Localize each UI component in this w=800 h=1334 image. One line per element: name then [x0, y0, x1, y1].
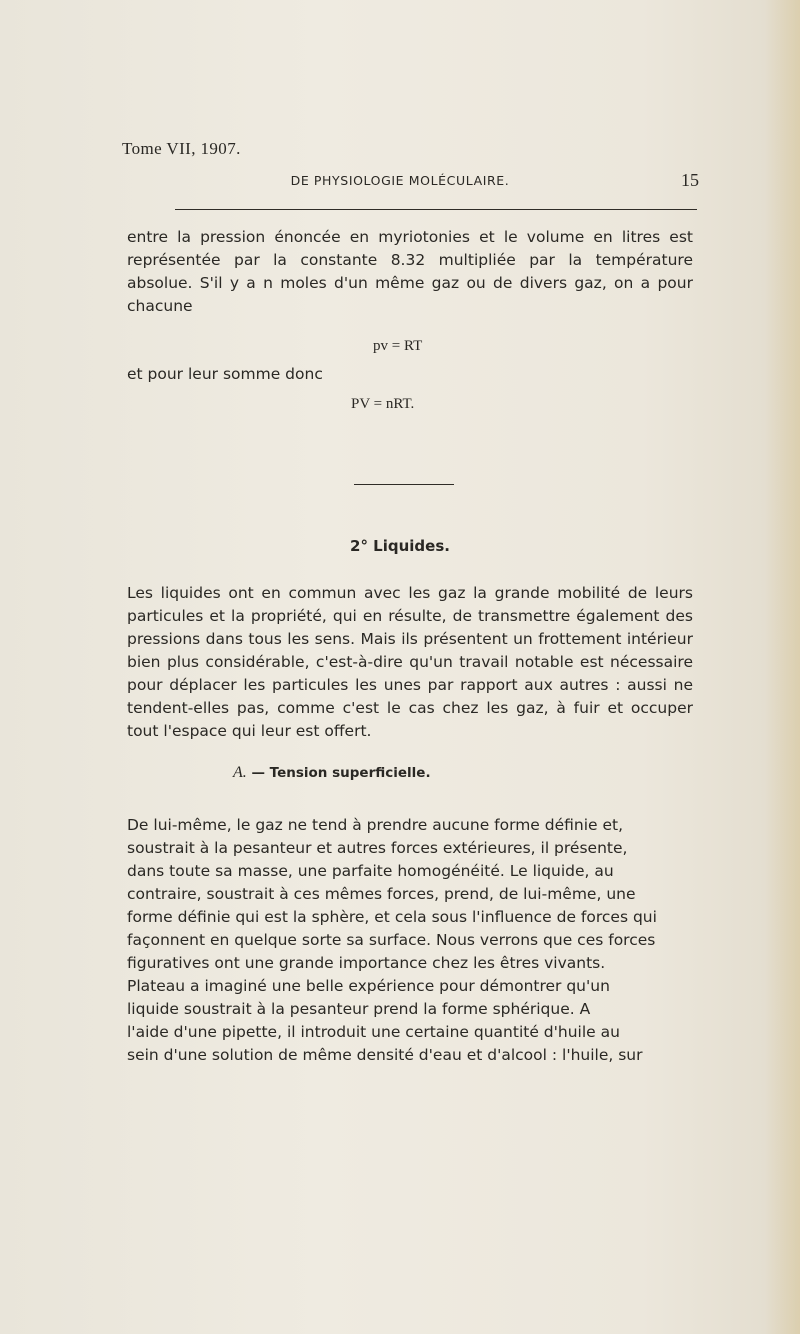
connector-text: et pour leur somme donc [127, 365, 323, 383]
text-line: De lui-même, le gaz ne tend à prendre aucune forme définie et, [127, 816, 624, 834]
subsection-heading [233, 764, 431, 782]
section-divider [354, 484, 454, 485]
running-head: DE PHYSIOLOGIE MOLÉCULAIRE. [290, 173, 510, 188]
equation-pv-rt: pv = RT [373, 338, 423, 354]
text-line: façonnent en quelque sorte sa surface. Nous verrons que ces forces [127, 931, 656, 949]
text-line: liquide soustrait à la pesanteur prend la forme sphérique. A [127, 1000, 591, 1018]
paragraph-2: Les liquides ont en commun avec les gaz la grande mobilité de leurs particules et la propriété, qui en résulte, de transmettre également des pressions dans tous les sens. Mais ils présentent un frottement intérieur bien plus considérable, c'est-à-dire qu'un travail notable est nécessaire pour déplacer les particules les unes par rapport aux autres : aussi ne tendent-elles pas, comme c'est le cas chez les gaz, à fuir et occuper tout l'espace qui leur est offert. [127, 584, 693, 740]
page-number: 15 [681, 170, 699, 190]
text-line: Plateau a imaginé une belle expérience pour démontrer qu'un [127, 977, 610, 995]
text-line: l'aide d'une pipette, il introduit une certaine quantité d'huile au [127, 1023, 620, 1041]
text-line: soustrait à la pesanteur et autres forces extérieures, il présente, [127, 839, 628, 857]
paper-edge-stain [764, 0, 800, 1334]
subsection-letter: A. [233, 764, 247, 781]
header-rule [175, 209, 697, 210]
section-title: 2° Liquides. [350, 537, 450, 555]
volume-note: Tome VII, 1907. [122, 139, 241, 158]
paragraph-1: entre la pression énoncée en myriotonies et le volume en litres est représentée par la constante 8.32 multipliée par la température absolue. S'il y a n moles d'un même gaz ou de divers gaz, on a pour chacune [127, 228, 693, 315]
text-line: contraire, soustrait à ces mêmes forces, prend, de lui-même, une [127, 885, 636, 903]
subsection-title: — Tension superficielle. [251, 765, 431, 781]
text-line: sein d'une solution de même densité d'eau et d'alcool : l'huile, sur [127, 1046, 643, 1064]
equation-pv-nrt: PV = nRT. [351, 396, 415, 412]
text-line: forme définie qui est la sphère, et cela sous l'influence de forces qui [127, 908, 657, 926]
text-line: dans toute sa masse, une parfaite homogénéité. Le liquide, au [127, 862, 614, 880]
text-line: figuratives ont une grande importance chez les êtres vivants. [127, 954, 606, 972]
paragraph-3 [127, 814, 693, 1067]
